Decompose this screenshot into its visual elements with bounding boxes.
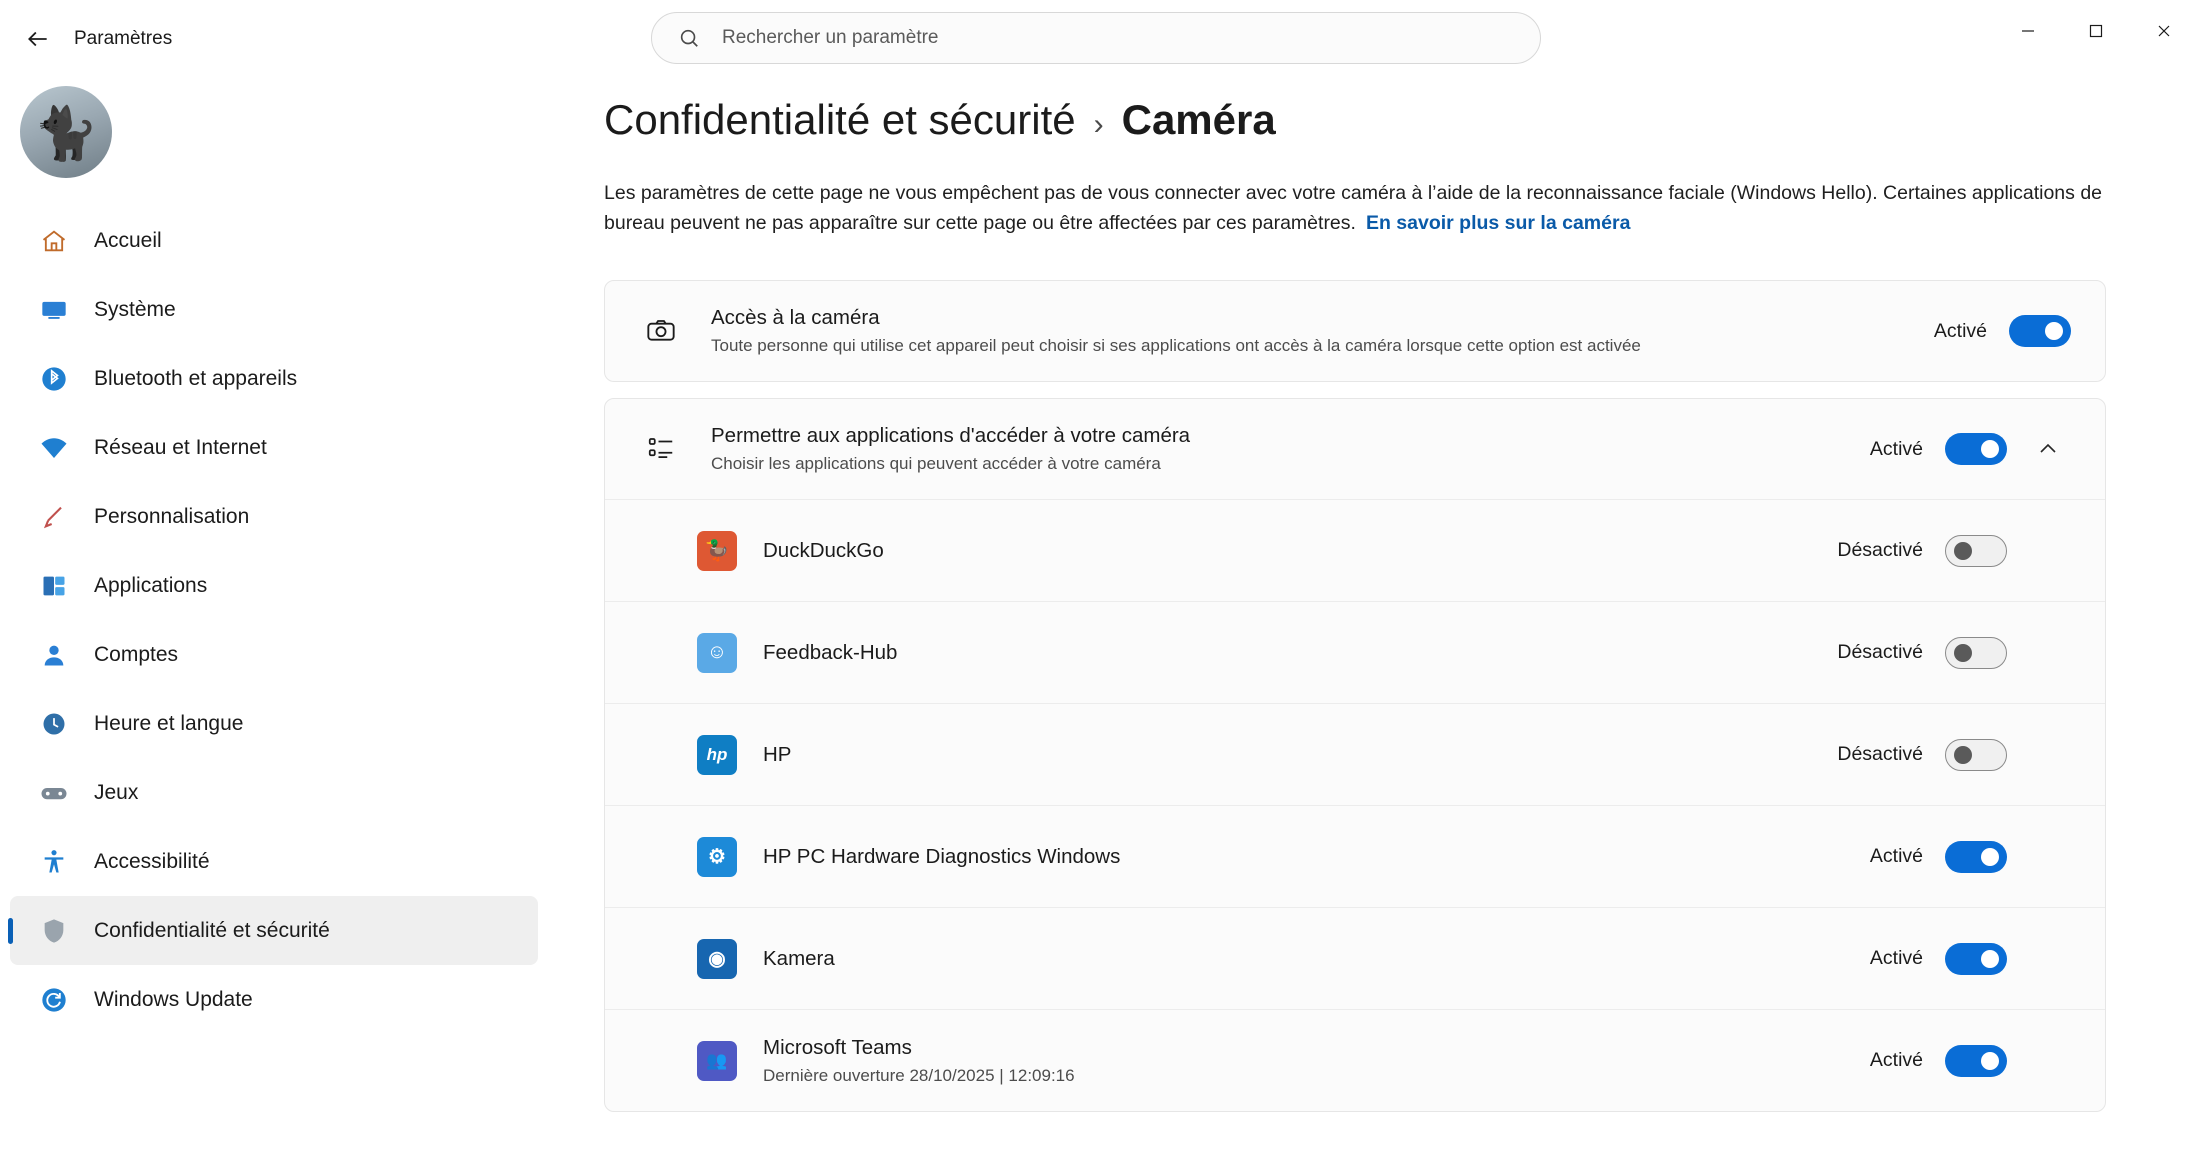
chevron-up-icon[interactable] xyxy=(2025,437,2071,461)
app-row-microsoft-teams[interactable] xyxy=(605,1009,2105,1111)
main-content xyxy=(548,78,2198,1175)
close-button[interactable] xyxy=(2130,0,2198,62)
hp-diagnostics-app-icon: ⚙ xyxy=(697,837,737,877)
camera-access-row[interactable] xyxy=(605,281,2105,381)
apps-access-row[interactable] xyxy=(605,399,2105,499)
system-icon xyxy=(32,296,76,324)
apps-icon xyxy=(32,572,76,600)
app-row-kamera[interactable] xyxy=(605,907,2105,1009)
app-list-icon xyxy=(635,434,687,464)
sidebar-item-comptes[interactable] xyxy=(10,620,538,689)
gaming-icon xyxy=(32,778,76,808)
sidebar-item-systeme[interactable] xyxy=(10,275,538,344)
sidebar-item-jeux[interactable] xyxy=(10,758,538,827)
accessibility-icon xyxy=(32,848,76,876)
camera-access-card xyxy=(604,280,2106,382)
app-name: DuckDuckGo xyxy=(763,538,884,562)
search-icon xyxy=(678,27,700,49)
app-toggle[interactable] xyxy=(1945,841,2007,873)
camera-access-toggle[interactable] xyxy=(2009,315,2071,347)
avatar-image: 🐈 xyxy=(33,104,99,163)
app-name-wrap xyxy=(763,1036,1870,1086)
brush-icon xyxy=(32,503,76,531)
maximize-button[interactable] xyxy=(2062,0,2130,62)
sidebar-item-label: Confidentialité et sécurité xyxy=(94,918,330,942)
sidebar-item-label: Applications xyxy=(94,573,208,597)
hp-app-icon: hp xyxy=(697,735,737,775)
minimize-button[interactable] xyxy=(1994,0,2062,62)
apps-access-state: Activé xyxy=(1869,437,1923,460)
sidebar-item-heure[interactable] xyxy=(10,689,538,758)
app-last-used: Dernière ouverture 28/10/2025 | 12:09:16 xyxy=(763,1065,1075,1085)
home-icon xyxy=(32,227,76,255)
app-row-feedback-hub[interactable] xyxy=(605,601,2105,703)
app-state: Désactivé xyxy=(1837,641,1923,664)
title-bar xyxy=(0,0,2198,78)
app-row-duckduckgo[interactable] xyxy=(605,499,2105,601)
kamera-app-icon: ◉ xyxy=(697,939,737,979)
sidebar-item-label: Windows Update xyxy=(94,987,253,1011)
sidebar-item-windows-update[interactable] xyxy=(10,965,538,1034)
apps-access-card xyxy=(604,398,2106,1112)
camera-access-subtitle: Toute personne qui utilise cet appareil peut choisir si ses applications ont accès à la caméra lorsque cette option est activée xyxy=(711,336,1641,356)
app-name: Feedback-Hub xyxy=(763,640,898,664)
close-icon xyxy=(2155,22,2173,40)
duckduckgo-app-icon: 🦆 xyxy=(697,531,737,571)
app-state: Activé xyxy=(1869,947,1923,970)
feedback-hub-app-icon: ☺ xyxy=(697,633,737,673)
sidebar-item-label: Jeux xyxy=(94,780,139,804)
window-controls xyxy=(1994,0,2198,62)
camera-access-text xyxy=(711,306,1934,356)
app-name-wrap xyxy=(763,947,1870,971)
sidebar-item-confidentialite-et-securite[interactable] xyxy=(10,896,538,965)
minimize-icon xyxy=(2019,22,2037,40)
app-state: Activé xyxy=(1869,1049,1923,1072)
app-name-wrap xyxy=(763,539,1837,563)
app-toggle[interactable] xyxy=(1945,535,2007,567)
app-name: HP xyxy=(763,742,792,766)
app-state: Désactivé xyxy=(1837,539,1923,562)
back-arrow-icon xyxy=(25,26,51,52)
breadcrumb-parent[interactable]: Confidentialité et sécurité xyxy=(604,96,1076,143)
app-name-wrap xyxy=(763,743,1837,767)
sidebar-item-applications[interactable] xyxy=(10,551,538,620)
apps-access-text xyxy=(711,424,1870,474)
clock-icon xyxy=(32,710,76,738)
page-title: Caméra xyxy=(1121,96,1276,143)
camera-icon xyxy=(635,315,687,347)
sidebar-item-personnalisation[interactable] xyxy=(10,482,538,551)
learn-more-link[interactable]: En savoir plus sur la caméra xyxy=(1365,212,1631,235)
sidebar-item-label: Bluetooth et appareils xyxy=(94,366,298,390)
wifi-icon xyxy=(32,433,76,463)
search-container[interactable] xyxy=(651,12,1541,64)
app-name: Microsoft Teams xyxy=(763,1035,912,1059)
app-title: Paramètres xyxy=(74,28,173,49)
page-description xyxy=(604,178,2106,238)
sidebar-item-label: Personnalisation xyxy=(94,504,250,528)
sidebar-item-label: Réseau et Internet xyxy=(94,435,267,459)
update-icon xyxy=(32,986,76,1014)
sidebar-item-accessibilite[interactable] xyxy=(10,827,538,896)
sidebar-item-label: Accueil xyxy=(94,228,162,252)
app-row-hp[interactable] xyxy=(605,703,2105,805)
camera-access-title: Accès à la caméra xyxy=(711,306,880,330)
app-toggle[interactable] xyxy=(1945,943,2007,975)
sidebar-item-reseau[interactable] xyxy=(10,413,538,482)
shield-icon xyxy=(32,917,76,945)
app-name: HP PC Hardware Diagnostics Windows xyxy=(763,844,1121,868)
search-input[interactable] xyxy=(720,26,1496,50)
app-row-hp-pc-hardware-diagnostics-windows[interactable] xyxy=(605,805,2105,907)
apps-access-toggle[interactable] xyxy=(1945,433,2007,465)
camera-access-state: Activé xyxy=(1933,319,1987,342)
sidebar-item-label: Heure et langue xyxy=(94,711,244,735)
app-toggle[interactable] xyxy=(1945,739,2007,771)
sidebar-item-accueil[interactable] xyxy=(10,206,538,275)
search-box[interactable] xyxy=(651,12,1541,64)
back-button[interactable] xyxy=(10,11,66,67)
apps-access-subtitle: Choisir les applications qui peuvent accéder à votre caméra xyxy=(711,454,1161,474)
app-toggle[interactable] xyxy=(1945,1045,2007,1077)
bluetooth-icon xyxy=(32,365,76,393)
sidebar-item-bluetooth[interactable] xyxy=(10,344,538,413)
app-state: Activé xyxy=(1869,845,1923,868)
app-name-wrap xyxy=(763,845,1870,869)
avatar[interactable] xyxy=(20,86,112,178)
sidebar-item-label: Système xyxy=(94,297,176,321)
apps-access-title: Permettre aux applications d'accéder à votre caméra xyxy=(711,424,1191,448)
app-name-wrap xyxy=(763,641,1837,665)
maximize-icon xyxy=(2087,22,2105,40)
sidebar xyxy=(0,78,548,1175)
account-icon xyxy=(32,641,76,669)
breadcrumb-separator-icon: › xyxy=(1093,108,1104,141)
page-description-text: Les paramètres de cette page ne vous empêchent pas de vous connecter avec votre caméra à l’aide de la reconnaissance faciale (Windows Hello). Certaines applications de bureau peuvent ne pas apparaître sur cette page ou être affectées par ces paramètres. xyxy=(604,182,2103,235)
microsoft-teams-app-icon: 👥 xyxy=(697,1041,737,1081)
app-toggle[interactable] xyxy=(1945,637,2007,669)
app-name: Kamera xyxy=(763,946,835,970)
app-state: Désactivé xyxy=(1837,743,1923,766)
sidebar-item-label: Accessibilité xyxy=(94,849,210,873)
sidebar-item-label: Comptes xyxy=(94,642,179,666)
breadcrumb xyxy=(604,96,2106,144)
